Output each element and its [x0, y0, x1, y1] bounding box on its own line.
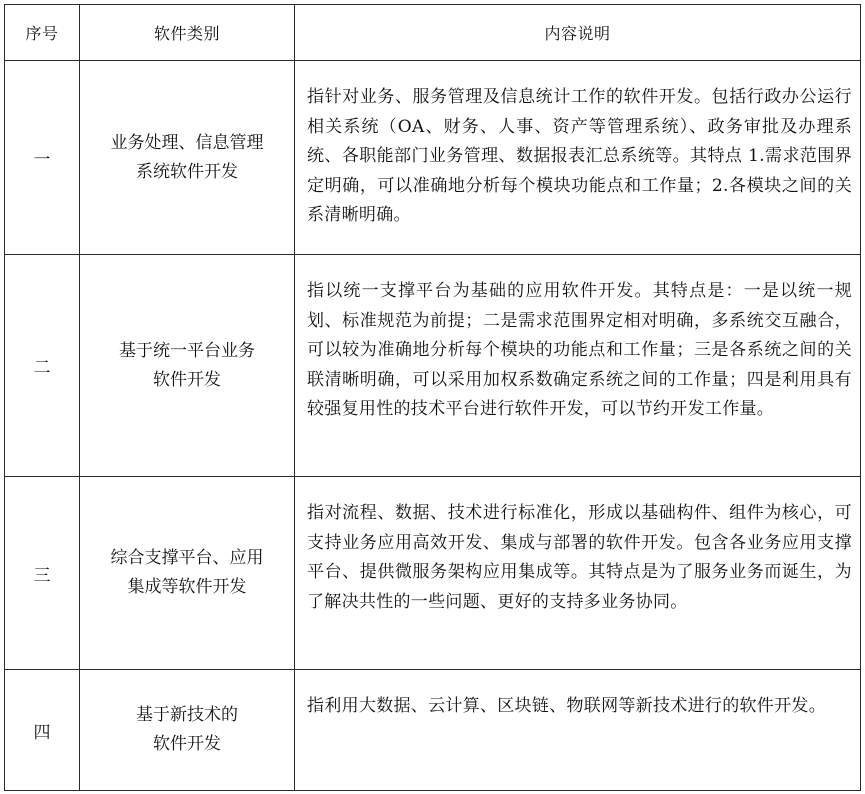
row-number: 三	[5, 477, 80, 670]
category-line: 基于统一平台业务	[119, 340, 255, 361]
table-header-row	[5, 5, 861, 61]
row-number: 二	[5, 255, 80, 477]
category-line: 软件开发	[153, 734, 221, 754]
row-category	[80, 61, 295, 255]
category-line: 软件开发	[153, 369, 221, 390]
table-row	[5, 255, 861, 477]
header-category: 软件类别	[80, 5, 295, 61]
software-category-table	[4, 4, 861, 791]
row-category	[80, 255, 295, 477]
row-description: 指以统一支撑平台为基础的应用软件开发。其特点是：一是以统一规划、标准规范为前提；二是需求范围界定相对明确，多系统交互融合，可以较为准确地分析每个模块的功能点和工作量；三是各系统之间的关联清晰明确，可以采用加权系数确定系统之间的工作量；四是利用具有较强复用性的技术平台进行软件开发，可以节约开发工作量。	[295, 255, 861, 477]
row-category	[80, 477, 295, 670]
row-description: 指利用大数据、云计算、区块链、物联网等新技术进行的软件开发。	[295, 670, 861, 791]
category-line: 业务处理、信息管理	[110, 132, 264, 153]
header-description: 内容说明	[295, 5, 861, 61]
header-no: 序号	[5, 5, 80, 61]
row-description: 指对流程、数据、技术进行标准化，形成以基础构件、组件为核心，可支持业务应用高效开发、集成与部署的软件开发。包含各业务应用支撑平台、提供微服务架构应用集成等。其特点是为了服务业务而诞生，为了解决共性的一些问题、更好的支持多业务协同。	[295, 477, 861, 670]
row-description: 指针对业务、服务管理及信息统计工作的软件开发。包括行政办公运行相关系统（OA、财务、人事、资产等管理系统）、政务审批及办理系统、各职能部门业务管理、数据报表汇总系统等。其特点 1.需求范围界定明确，可以准确地分析每个模块功能点和工作量；2.各模块之间的关系清晰明确。	[295, 61, 861, 255]
table-row	[5, 477, 861, 670]
table-row	[5, 670, 861, 791]
category-line: 基于新技术的	[136, 705, 238, 725]
category-line: 集成等软件开发	[127, 577, 247, 597]
category-line: 系统软件开发	[136, 161, 238, 182]
row-number: 一	[5, 61, 80, 255]
table-row	[5, 61, 861, 255]
category-line: 综合支撑平台、应用	[110, 548, 264, 568]
row-category	[80, 670, 295, 791]
row-number: 四	[5, 670, 80, 791]
